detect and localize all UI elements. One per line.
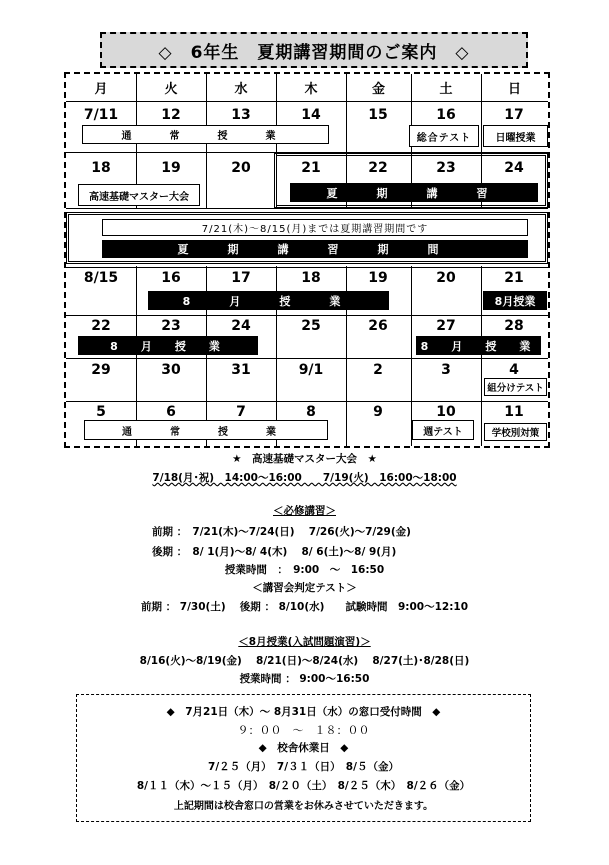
calendar <box>64 72 550 448</box>
date-cell: 15 <box>368 107 388 123</box>
office-notice-box <box>76 694 531 822</box>
event-sunday-class: 日曜授業 <box>483 125 548 147</box>
date-cell: 22 <box>368 160 388 176</box>
first-term-dates: 前期 ： 7/21(木)～7/24(日) 7/26(火)～7/29(金) <box>152 526 411 538</box>
date-cell: 23 <box>161 318 181 334</box>
weekday-fri: 金 <box>371 82 385 97</box>
date-cell: 13 <box>231 107 251 123</box>
date-cell: 10 <box>436 404 456 420</box>
master-title: ★ 高速基礎マスター大会 ★ <box>232 453 377 465</box>
event-speed-master: 高速基礎マスター大会 <box>78 184 200 206</box>
date-cell: 17 <box>504 107 524 123</box>
date-cell: 2 <box>373 362 383 378</box>
date-cell: 27 <box>436 318 456 334</box>
date-cell: 19 <box>161 160 181 176</box>
window-hours: ９：００ ～ １８：００ <box>237 724 370 737</box>
weekday-sat: 土 <box>439 82 453 97</box>
date-cell: 21 <box>301 160 321 176</box>
date-cell: 24 <box>231 318 251 334</box>
date-cell: 18 <box>91 160 111 176</box>
date-cell: 21 <box>504 270 524 286</box>
date-cell: 23 <box>436 160 456 176</box>
grid-line <box>66 315 548 316</box>
closed-days-title: ◆ 校舎休業日 ◆ <box>258 742 349 754</box>
date-cell: 18 <box>301 270 321 286</box>
judgment-test-title: ＜講習会判定テスト＞ <box>252 582 357 594</box>
event-group-test: 組分けテスト <box>484 378 547 396</box>
date-cell: 7/11 <box>83 107 119 123</box>
master-dates: 7/18(月･祝) 14:00～16:00 7/19(火) 16:00～18:00 <box>152 472 457 484</box>
weekday-wed: 水 <box>234 82 248 97</box>
date-cell: 5 <box>96 404 106 420</box>
date-cell: 19 <box>368 270 388 286</box>
date-cell: 28 <box>504 318 524 334</box>
class-hours: 授業時間 ： 9:00～16:50 <box>239 673 370 685</box>
closed-note: 上記期間は校舎窓口の営業をお休みさせていただきます。 <box>173 801 434 812</box>
weekday-thu: 木 <box>304 82 318 97</box>
grid-line <box>66 267 548 268</box>
summer-period-note: 7/21(木)～8/15(月)までは夏期講習期間です <box>102 219 528 236</box>
window-hours-title: ◆ 7月21日（木）～ 8月31日（水）の窓口受付時間 ◆ <box>166 706 441 718</box>
date-cell: 31 <box>231 362 251 378</box>
date-cell: 8/15 <box>83 270 119 286</box>
grid-line <box>66 401 548 402</box>
event-regular-class: 通 常 授 業 <box>84 420 328 440</box>
event-summer-course: 夏 期 講 習 <box>290 183 538 202</box>
required-course-title: ＜必修講習＞ <box>273 505 336 517</box>
date-cell: 30 <box>161 362 181 378</box>
date-cell: 9/1 <box>298 362 324 378</box>
grid-line <box>66 101 548 102</box>
date-cell: 26 <box>368 318 388 334</box>
event-regular-class: 通 常 授 業 <box>82 125 329 144</box>
date-cell: 11 <box>504 404 524 420</box>
date-cell: 16 <box>161 270 181 286</box>
weekday-tue: 火 <box>164 82 178 97</box>
date-cell: 9 <box>373 404 383 420</box>
date-cell: 14 <box>301 107 321 123</box>
date-cell: 25 <box>301 318 321 334</box>
closed-days-2: 8/１１（木）～１５（月） 8/２０（土） 8/２５（木） 8/２６（金） <box>136 780 471 792</box>
date-cell: 4 <box>509 362 519 378</box>
weekday-sun: 日 <box>507 82 521 97</box>
event-summer-period: 夏 期 講 習 期 間 <box>102 240 528 258</box>
event-august-class: 8 月 授 業 <box>416 336 541 355</box>
second-term-dates: 後期 ： 8/ 1(月)～8/ 4(木) 8/ 6(土)～8/ 9(月) <box>152 546 397 558</box>
date-cell: 3 <box>441 362 451 378</box>
grid-line <box>66 358 548 359</box>
weekday-mon: 月 <box>94 82 108 97</box>
august-class-title: ＜8月授業(入試問題演習)＞ <box>238 636 371 648</box>
judgment-test-detail: 前期 ： 7/30(土) 後期 ： 8/10(水) 試験時間 9:00～12:10 <box>140 601 469 613</box>
date-cell: 22 <box>91 318 111 334</box>
date-cell: 20 <box>231 160 251 176</box>
date-cell: 29 <box>91 362 111 378</box>
event-comprehensive-test: 総合テスト <box>409 125 479 147</box>
date-cell: 20 <box>436 270 456 286</box>
date-cell: 12 <box>161 107 181 123</box>
event-weekly-test: 週テスト <box>412 420 474 440</box>
date-cell: 16 <box>436 107 456 123</box>
date-cell: 24 <box>504 160 524 176</box>
page-title: ◇ 6年生 夏期講習期間のご案内 ◇ <box>100 32 528 68</box>
event-august-class-short: 8月授業 <box>483 291 547 310</box>
date-cell: 17 <box>231 270 251 286</box>
date-cell: 6 <box>166 404 176 420</box>
event-august-class: 8 月 授 業 <box>78 336 258 355</box>
date-cell: 8 <box>306 404 316 420</box>
date-cell: 7 <box>236 404 246 420</box>
event-august-class: 8 月 授 業 <box>148 291 389 310</box>
event-school-prep: 学校別対策 <box>484 423 547 441</box>
class-hours: 授業時間 ： 9:00 ～ 16:50 <box>224 564 385 576</box>
closed-days-1: 7/２５（月） 7/３１（日） 8/５（金） <box>208 761 399 773</box>
august-class-dates: 8/16(火)～8/19(金) 8/21(日)～8/24(水) 8/27(土)･8/28(日) <box>139 655 470 667</box>
